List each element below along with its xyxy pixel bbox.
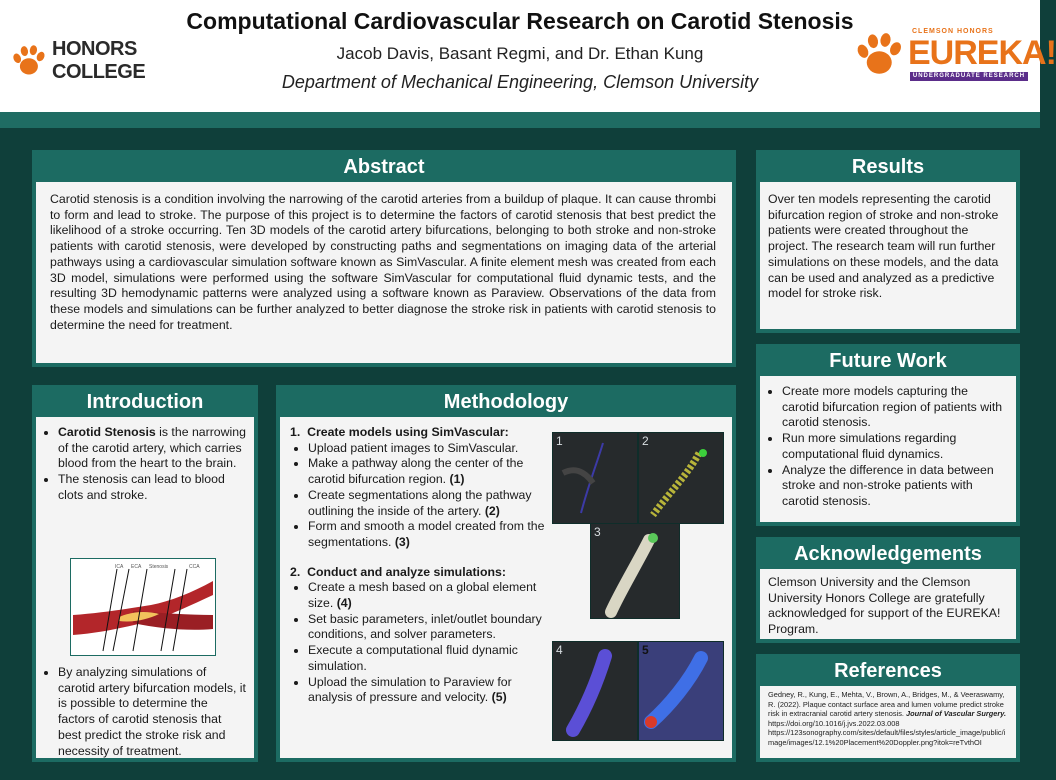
list-item [308,675,546,706]
methodology-body [276,417,736,762]
path-render [553,433,637,523]
figure-ref: (1) [446,472,465,487]
eureka-main-text: EUREKA! [908,34,1056,72]
poster-header [0,0,1056,113]
header-band [0,112,1040,128]
step-2-list [290,580,546,706]
figure-ref: (5) [488,690,507,705]
list-item [308,456,546,487]
list-item: • Create more models capturing the carotid bifurcation region of patients with carotid stenosis. [782,384,1008,431]
figure-ref: (3) [391,534,410,549]
model-image-2 [638,432,724,524]
eureka-top-text: CLEMSON HONORS [912,28,994,35]
results-heading: Results [756,150,1020,182]
references-body [756,686,1020,762]
future-work-panel [756,344,1020,526]
list-item: • Run more simulations regarding computational fluid dynamics. [782,431,1008,462]
reference-line: Gedney, R., Kung, E., Mehta, V., Brown, A., Bridges, M., & Veeraswamy, R. (2022). Plaque contact surface area and lumen volume predict stroke risk in extracranial carotid artery stenosis. [768,690,1005,718]
intro-list-top [36,417,254,504]
diagram-label-stenosis: Stenosis [149,564,169,570]
model-image-3 [590,523,680,619]
step-item-text: Create a mesh based on a global element size. [308,580,537,611]
smoothed-model-render [591,524,679,618]
methodology-steps [290,425,546,706]
eureka-bar-text: UNDERGRADUATE RESEARCH [910,72,1028,81]
acknowledgements-text: Clemson University and the Clemson University Honors College are gratefully acknowledged for support of the EUREKA! Program. [768,575,1001,637]
abstract-panel [32,150,736,367]
carotid-artery-illustration [71,559,215,655]
list-item [308,580,546,611]
list-item [58,425,246,472]
acknowledgements-body [756,569,1020,643]
step-item-text: Upload the simulation to Paraview for analysis of pressure and velocity. [308,674,512,705]
image-number: 2 [642,434,649,448]
diagram-label-cca: CCA [189,564,200,570]
image-number: 4 [556,643,563,657]
future-work-heading: Future Work [756,344,1020,376]
step-1-list [290,441,546,551]
introduction-body [32,417,258,762]
results-panel [756,150,1020,333]
abstract-body [32,182,736,367]
references-text [760,686,1016,747]
image-number: 5 [642,643,649,657]
figure-ref: (2) [481,503,500,518]
methodology-panel [276,385,736,762]
abstract-text: Carotid stenosis is a condition involving the narrowing of the carotid arteries from a buildup of plaque. It can cause thrombi to form and lead to stroke. The purpose of this project is to determine the factors of carotid stenosis that best predict the likelihood of a stroke occurring. Ten 3D models of the carotid artery bifurcations, belonging to both stroke and non-stroke patients with carotid stenosis, were developed by constructing paths and segmentations on imaging data of the arterial pathways using a cardiovascular simulation software known as SimVascular. A finite element mesh was created from each 3D model, simulations were performed using the software SimVascular for computational fluid dynamic tests, and the resulting 3D hemodynamic patterns were analyzed using a software known as Paraview. Observations of the data from these models and simulations can be further analyzed to better diagnose the stroke risk in patients with carotid stenosis to determine the need for treatment. [50,192,716,332]
diagram-label-eca: ECA [131,564,142,570]
step-2-title: 2. Conduct and analyze simulations: [290,564,506,579]
model-image-5 [638,641,724,741]
abstract-heading: Abstract [32,150,736,182]
poster-department: Department of Mechanical Engineering, Clemson University [281,72,759,92]
poster-authors: Jacob Davis, Basant Regmi, and Dr. Ethan Kung [336,44,704,63]
step-item-text: Form and smooth a model created from the segmentations. [308,519,545,549]
list-item: • The stenosis can lead to blood clots and stroke. [58,472,246,503]
list-item: • Upload patient images to SimVascular. [308,441,546,457]
eureka-logo [852,28,1056,82]
results-body [756,182,1020,333]
mesh-render [553,642,637,740]
acknowledgements-panel [756,537,1020,643]
list-item [308,488,546,519]
diagram-label-ica: ICA [115,564,124,570]
simulation-render [639,642,723,740]
image-number: 1 [556,434,563,448]
references-panel [756,654,1020,762]
step-1-title: 1. Create models using SimVascular: [290,425,509,439]
model-image-1 [552,432,638,524]
reference-url: https://123sonography.com/sites/default/files/styles/article_image/public/image/images/12.1%20Placement%20Doppler.png?itok=reTvthOI [768,728,1006,747]
intro-list-bottom [36,665,254,759]
list-item: • Analyze the difference in data between stroke and non-stroke patients with carotid stenosis. [782,463,1008,510]
intro-item-text: is the narrowing of the carotid artery, which carries blood from the heart to the brain. [58,425,246,471]
list-item: • By analyzing simulations of carotid artery bifurcation models, it is possible to determine the factors of carotid stenosis that best predict the stroke risk and necessity of treatment. [58,665,246,759]
honors-college-text: HONORS COLLEGE [52,38,146,83]
introduction-panel [32,385,258,762]
future-work-body [756,376,1020,526]
references-heading: References [756,654,1020,686]
segmentation-render [639,433,723,523]
list-item [308,519,546,550]
results-text: Over ten models representing the carotid bifurcation region of stroke and non-stroke patients were created throughout the project. The research team will run further simulations on these models, and the data can be used and analyzed as a predictive model for stroke risk. [768,192,999,301]
carotid-diagram [70,558,216,656]
image-number: 3 [594,525,601,539]
reference-doi: https://doi.org/10.1016/j.jvs.2022.03.008 [768,718,900,728]
future-work-list [760,376,1016,510]
list-item: • Set basic parameters, inlet/outlet boundary conditions, and solver parameters. [308,612,546,643]
carotid-stenosis-term: Carotid Stenosis [58,425,156,439]
introduction-heading: Introduction [32,385,258,417]
poster-title: Computational Cardiovascular Research on Carotid Stenosis [186,8,854,34]
model-image-4 [552,641,638,741]
tiger-paw-icon [852,30,904,80]
step-item-text: Create segmentations along the pathway outlining the inside of the artery. [308,487,532,518]
step-item-text: Make a pathway along the center of the carotid bifurcation region. [308,456,524,487]
acknowledgements-heading: Acknowledgements [756,537,1020,569]
methodology-heading: Methodology [276,385,736,417]
figure-ref: (4) [333,596,352,611]
reference-journal: Journal of Vascular Surgery. [906,709,1007,718]
list-item: • Execute a computational fluid dynamic simulation. [308,643,546,674]
